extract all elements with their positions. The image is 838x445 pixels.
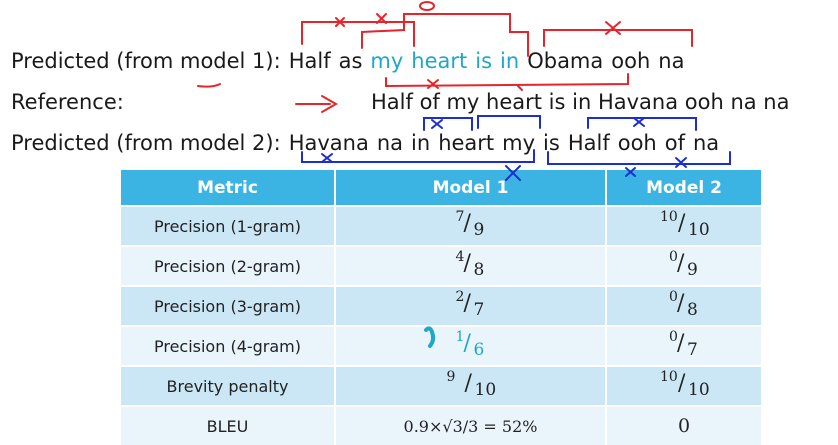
pred1-token-highlight: is bbox=[475, 49, 493, 73]
fraction-highlighted: 1 / 6 bbox=[455, 328, 485, 360]
model1-value bbox=[335, 246, 606, 286]
numerator: 4 bbox=[455, 248, 465, 265]
denominator: 10 bbox=[688, 379, 710, 400]
pred2-token: is bbox=[543, 131, 560, 155]
red-bracket bbox=[544, 30, 692, 46]
bleu-model2-value: 0 bbox=[606, 406, 761, 445]
pred2-token: ooh bbox=[617, 131, 657, 155]
red-cross-mark bbox=[606, 22, 620, 34]
pred1-token: na bbox=[658, 49, 685, 73]
numerator: 0 bbox=[669, 248, 678, 265]
pred2-token: heart bbox=[438, 131, 495, 155]
denominator: 10 bbox=[474, 379, 497, 400]
metric-cell: Precision (1-gram) bbox=[121, 206, 335, 246]
reference-sentence: Half of my heart is in Havana ooh na na bbox=[371, 90, 790, 114]
header-model-1: Model 1 bbox=[335, 170, 606, 206]
denominator: 9 bbox=[687, 259, 698, 280]
pred1-token-highlight: heart bbox=[411, 49, 468, 73]
denominator: 7 bbox=[687, 339, 698, 360]
blue-cross-mark bbox=[634, 118, 644, 126]
numerator: 1 bbox=[455, 328, 465, 345]
pred1-token: ooh bbox=[611, 49, 651, 73]
fraction: 0 / 7 bbox=[669, 328, 698, 360]
model1-value bbox=[335, 326, 606, 366]
numerator: 7 bbox=[455, 208, 465, 225]
pred1-token: Obama bbox=[527, 49, 604, 73]
fraction: 10 / 10 bbox=[660, 368, 710, 400]
denominator: 6 bbox=[473, 339, 485, 360]
pred2-token: Havana bbox=[288, 131, 369, 155]
pred2-token: na bbox=[376, 131, 404, 155]
blue-cross-mark bbox=[432, 120, 442, 128]
blue-cross-mark bbox=[676, 158, 686, 167]
red-arrow bbox=[296, 96, 336, 112]
table-row bbox=[121, 206, 761, 246]
blue-bracket bbox=[424, 118, 472, 130]
bleu-model1-value: 0.9×√3/3 = 52% bbox=[335, 406, 606, 445]
numerator: 0 bbox=[669, 288, 678, 305]
fraction: 0 / 8 bbox=[669, 288, 698, 320]
bleu-metrics-table bbox=[121, 170, 761, 445]
pred1-label: Predicted (from model 1): bbox=[11, 49, 281, 73]
pred1-token-highlight: my bbox=[370, 49, 404, 73]
metric-cell: Precision (3-gram) bbox=[121, 286, 335, 326]
table-row bbox=[121, 286, 761, 326]
pred1-token-highlight: in bbox=[500, 49, 520, 73]
blue-bracket bbox=[588, 118, 696, 130]
table-header-row bbox=[121, 170, 761, 206]
numerator: 0 bbox=[669, 328, 678, 345]
metric-cell: Brevity penalty bbox=[121, 366, 335, 406]
denominator: 7 bbox=[473, 299, 485, 320]
pred2-token: my bbox=[502, 131, 536, 155]
pred2-token: Half bbox=[567, 131, 610, 155]
model2-value bbox=[606, 206, 761, 246]
red-underline-bracket bbox=[386, 74, 628, 86]
model2-value bbox=[606, 246, 761, 286]
red-cross-mark bbox=[336, 18, 344, 26]
model1-value bbox=[335, 206, 606, 246]
pred1-token: as bbox=[338, 49, 363, 73]
numerator: 2 bbox=[455, 288, 465, 305]
red-underline bbox=[198, 84, 220, 87]
pred2-token: in bbox=[411, 131, 431, 155]
metric-cell: Precision (2-gram) bbox=[121, 246, 335, 286]
model1-value bbox=[335, 286, 606, 326]
pred1-token: Half bbox=[288, 49, 331, 73]
pred2-token: na bbox=[692, 131, 720, 155]
fraction: 0 / 9 bbox=[669, 248, 698, 280]
blue-bracket bbox=[478, 116, 540, 128]
numerator: 10 bbox=[660, 368, 678, 385]
table-row bbox=[121, 406, 761, 445]
reference-label: Reference: bbox=[11, 90, 124, 114]
model2-value bbox=[606, 326, 761, 366]
table-row bbox=[121, 326, 761, 366]
fraction: 7 / 9 bbox=[455, 208, 485, 240]
pred2-line bbox=[11, 130, 719, 156]
pred2-token: of bbox=[664, 131, 685, 155]
header-model-2: Model 2 bbox=[606, 170, 761, 206]
numerator: 9 bbox=[446, 368, 456, 385]
table-row bbox=[121, 366, 761, 406]
denominator: 9 bbox=[473, 219, 485, 240]
red-bracket bbox=[302, 22, 414, 46]
pred2-label: Predicted (from model 2): bbox=[11, 131, 281, 155]
denominator: 8 bbox=[473, 259, 485, 280]
model2-value bbox=[606, 366, 761, 406]
pred1-line bbox=[11, 48, 684, 74]
header-metric: Metric bbox=[121, 170, 335, 206]
metric-cell: Precision (4-gram) bbox=[121, 326, 335, 366]
denominator: 10 bbox=[688, 219, 710, 240]
model1-value bbox=[335, 366, 606, 406]
red-cross-mark bbox=[428, 80, 438, 88]
fraction: 10 / 10 bbox=[660, 208, 710, 240]
red-cross-mark bbox=[377, 14, 386, 23]
denominator: 8 bbox=[687, 299, 698, 320]
fraction: 2 / 7 bbox=[455, 288, 485, 320]
model2-value bbox=[606, 286, 761, 326]
red-circle-mark bbox=[420, 2, 434, 10]
fraction: 4 / 8 bbox=[455, 248, 485, 280]
metric-cell: BLEU bbox=[121, 406, 335, 445]
numerator: 10 bbox=[660, 208, 678, 225]
table-row bbox=[121, 246, 761, 286]
fraction: 9 / 10 bbox=[446, 368, 497, 400]
